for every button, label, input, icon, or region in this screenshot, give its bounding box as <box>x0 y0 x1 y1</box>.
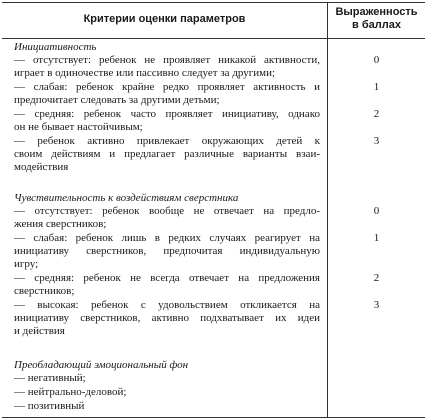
criterion-text-line: он не бывает настойчивым; <box>14 121 143 133</box>
section-title: Инициативность <box>14 41 97 53</box>
criterion-text-line: жения сверстников; <box>14 218 107 230</box>
criterion-text-line: — средняя: ребенок не всегда отвечает на предложения <box>14 272 320 284</box>
score-header-line-2: в баллах <box>352 19 401 31</box>
criterion-text-line: — средняя: ребенок часто проявляет инициативу, однако <box>14 108 320 120</box>
score-value: 1 <box>373 232 380 244</box>
score-column-header <box>328 6 425 32</box>
score-value: 0 <box>373 205 380 217</box>
score-value: 0 <box>373 54 380 66</box>
section-title: Чувствительность к воздействиям сверстника <box>14 192 239 204</box>
criterion-text-line: — позитивный <box>14 400 85 412</box>
score-value: 1 <box>373 81 380 93</box>
criterion-text-line: — отсутствует: ребенок вообще не отвечает на предло- <box>14 205 320 217</box>
score-value: 2 <box>373 272 380 284</box>
criterion-text-line: игру; <box>14 258 39 270</box>
section-title: Преобладающий эмоциональный фон <box>14 359 189 371</box>
criterion-text-line: предпочитает следовать за другими детьми; <box>14 94 220 106</box>
criterion-text-line: — слабая: ребенок крайне редко проявляет активность и <box>14 81 320 93</box>
score-value: 3 <box>373 135 380 147</box>
criterion-text-line: своим действиям и предлагает различные варианты взаи- <box>14 148 320 160</box>
criterion-text-line: модействия <box>14 161 69 173</box>
criterion-text-line: инициативу сверстников, предпочитая индивидуальную <box>14 245 320 257</box>
score-header-line-1: Выраженность <box>335 6 418 18</box>
table-header <box>2 3 425 39</box>
criterion-text-line: — негативный; <box>14 372 86 384</box>
criteria-table <box>2 2 425 418</box>
criterion-text-line: — ребенок активно привлекает окружающих детей к <box>14 135 320 147</box>
criterion-text-line: — нейтрально-деловой; <box>14 386 127 398</box>
criterion-text-line: и действия <box>14 325 65 337</box>
score-value: 2 <box>373 108 380 120</box>
criterion-text-line: инициативу сверстников, активно подхватывает их идеи <box>14 312 320 324</box>
criteria-column-header: Критерии оценки параметров <box>83 13 246 25</box>
criterion-text-line: — слабая: ребенок лишь в редких случаях реагирует на <box>14 232 320 244</box>
criterion-text-line: сверстников; <box>14 285 75 297</box>
criterion-text-line: — отсутствует: ребенок не проявляет никакой активности, <box>14 54 320 66</box>
criterion-text-line: играет в одиночестве или пассивно следует за другими; <box>14 67 276 79</box>
score-value: 3 <box>373 299 380 311</box>
criterion-text-line: — высокая: ребенок с удовольствием откликается на <box>14 299 320 311</box>
